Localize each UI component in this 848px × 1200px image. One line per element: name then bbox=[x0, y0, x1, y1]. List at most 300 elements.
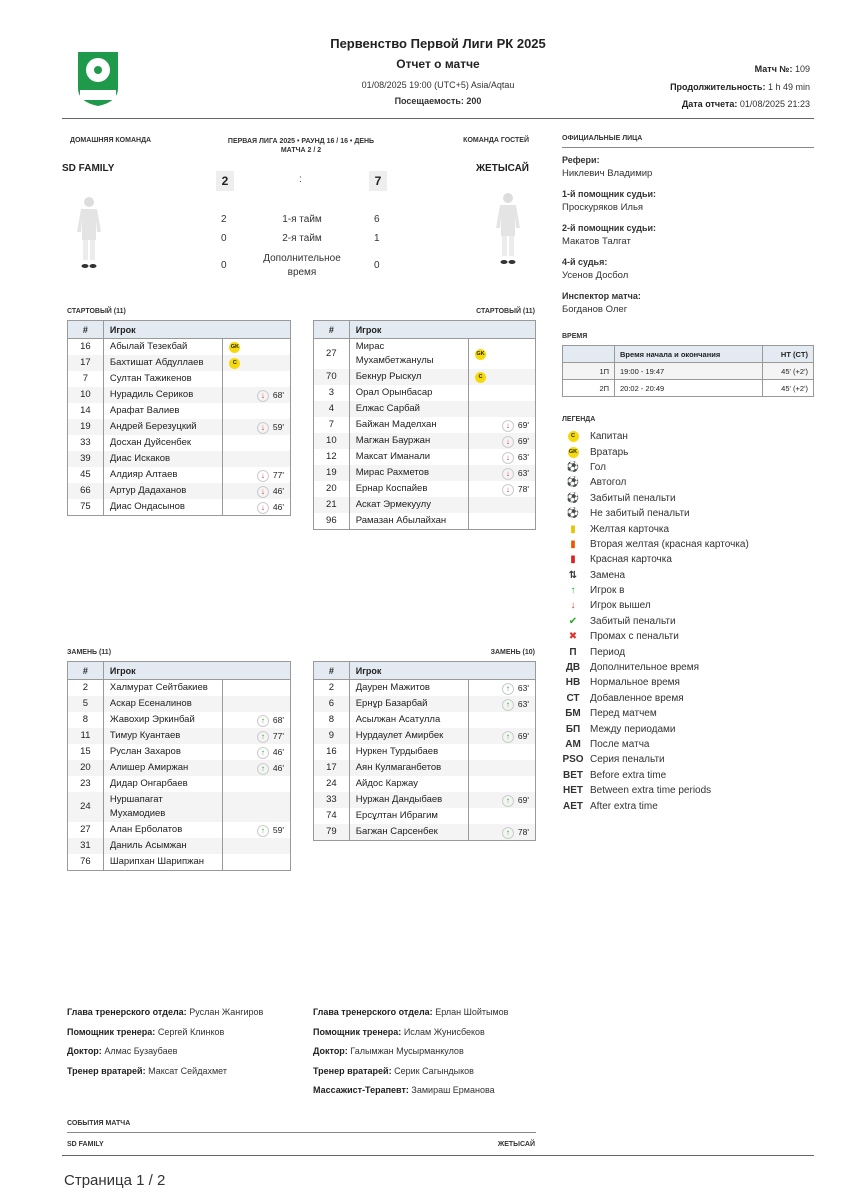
table-row bbox=[68, 419, 291, 435]
table-row bbox=[314, 776, 536, 792]
staff-name: Руслан Жангиров bbox=[189, 1007, 264, 1017]
legend-label: Замена bbox=[590, 569, 626, 581]
col-player-header: Игрок bbox=[349, 662, 535, 680]
legend-label: Перед матчем bbox=[590, 708, 657, 720]
player-name: Досхан Дуйсенбек bbox=[103, 435, 222, 451]
player-event bbox=[468, 744, 535, 760]
player-name: Магжан Бауржан bbox=[349, 433, 468, 449]
player-name: Арафат Валиев bbox=[103, 403, 222, 419]
legend-item bbox=[562, 521, 814, 536]
event-minute: 63' bbox=[517, 699, 529, 709]
home-starting-table bbox=[67, 320, 291, 516]
report-date bbox=[682, 99, 810, 109]
shootout-icon: PSO bbox=[562, 754, 584, 766]
sub-in-icon: ↑ bbox=[257, 747, 269, 759]
away-staff bbox=[313, 1007, 553, 1105]
away-team-name: ЖЕТЫСАЙ bbox=[476, 163, 529, 174]
report-title: Первенство Первой Лиги РК 2025 bbox=[330, 36, 546, 51]
official-role: 2-й помощник судьи: bbox=[562, 223, 657, 233]
sub-out-icon: ↓ bbox=[502, 452, 514, 464]
away-starting-label: СТАРТОВЫЙ (11) bbox=[476, 308, 535, 315]
table-row bbox=[314, 760, 536, 776]
legend-label: Добавленное время bbox=[590, 692, 684, 704]
staff-role: Помощник тренера: bbox=[313, 1026, 402, 1037]
table-row bbox=[68, 854, 291, 871]
player-event bbox=[223, 760, 291, 776]
player-name: Тимур Куантаев bbox=[103, 728, 222, 744]
table-row bbox=[314, 385, 536, 401]
legend-label: Забитый пенальти bbox=[590, 615, 676, 627]
official-name: Макатов Талгат bbox=[562, 236, 631, 247]
captain-badge: C bbox=[229, 358, 240, 369]
player-event bbox=[468, 433, 535, 449]
legend-item bbox=[562, 691, 814, 706]
table-row bbox=[68, 339, 291, 356]
player-number: 15 bbox=[68, 744, 104, 760]
event-minute: 69' bbox=[517, 795, 529, 805]
player-number: 6 bbox=[314, 696, 350, 712]
table-row bbox=[314, 497, 536, 513]
player-name: Мирас Мухамбетжанулы bbox=[349, 339, 468, 370]
legend-label: Гол bbox=[590, 461, 606, 473]
time-range: 20:02 - 20:49 bbox=[615, 380, 763, 397]
home-subs-table bbox=[67, 661, 291, 871]
player-name: Ерсұлтан Ибрагим bbox=[349, 808, 468, 824]
player-event bbox=[468, 369, 535, 385]
player-event bbox=[468, 728, 535, 744]
col-num-header: # bbox=[314, 321, 350, 339]
away-starting-table bbox=[313, 320, 536, 530]
player-event bbox=[468, 760, 535, 776]
player-in-icon: ↑ bbox=[570, 585, 576, 597]
player-name: Даурен Мажитов bbox=[349, 680, 468, 697]
player-event bbox=[223, 483, 291, 499]
officials-divider bbox=[562, 147, 814, 148]
player-name: Ернар Коспайев bbox=[349, 481, 468, 497]
legend-label: Забитый пенальти bbox=[590, 492, 676, 504]
added-time-icon: СТ bbox=[566, 692, 580, 704]
player-name: Айдос Каржау bbox=[349, 776, 468, 792]
table-row bbox=[314, 744, 536, 760]
staff-row bbox=[313, 1085, 553, 1105]
match-number-label: Матч №: bbox=[754, 64, 793, 74]
time-col-range: Время начала и окончания bbox=[615, 346, 763, 363]
event-minute: 59' bbox=[272, 422, 284, 432]
player-event bbox=[223, 822, 291, 838]
events-title: СОБЫТИЯ МАТЧА bbox=[67, 1120, 131, 1127]
legend-item bbox=[562, 598, 814, 613]
et-home: 0 bbox=[221, 260, 227, 271]
legend-label: Капитан bbox=[590, 431, 628, 443]
player-name: Елжас Сарбай bbox=[349, 401, 468, 417]
second-yellow-icon: ▮ bbox=[570, 538, 576, 550]
staff-row bbox=[67, 1046, 307, 1066]
table-row bbox=[68, 822, 291, 838]
player-event bbox=[223, 339, 291, 356]
player-event bbox=[223, 499, 291, 516]
penalty-check-icon: ✔ bbox=[568, 615, 578, 627]
player-event bbox=[468, 513, 535, 530]
staff-role: Глава тренерского отдела: bbox=[67, 1007, 187, 1017]
table-row bbox=[68, 728, 291, 744]
player-name: Аскар Есеналинов bbox=[103, 696, 222, 712]
legend-item bbox=[562, 552, 814, 567]
staff-row bbox=[67, 1007, 307, 1027]
table-row bbox=[68, 680, 291, 697]
official-name: Никлевич Владимир bbox=[562, 168, 653, 179]
legend-item bbox=[562, 798, 814, 813]
sub-out-icon: ↓ bbox=[502, 436, 514, 448]
player-name: Шарипхан Шарипжан bbox=[103, 854, 222, 871]
player-name: Нурадиль Сериков bbox=[103, 387, 222, 403]
player-name: Руслан Захаров bbox=[103, 744, 222, 760]
after-match-icon: АМ bbox=[565, 739, 581, 750]
home-score: 2 bbox=[216, 171, 234, 191]
player-number: 20 bbox=[68, 760, 104, 776]
player-event bbox=[223, 776, 291, 792]
player-number: 27 bbox=[68, 822, 104, 838]
legend-item bbox=[562, 583, 814, 598]
legend-label: Желтая карточка bbox=[590, 523, 670, 535]
own-goal-icon: ⚽ bbox=[566, 477, 580, 489]
time-ht: 45' (+2') bbox=[763, 380, 814, 397]
p2-home: 0 bbox=[221, 233, 227, 244]
table-row bbox=[68, 387, 291, 403]
event-minute: 63' bbox=[517, 452, 529, 462]
home-team-name: SD FAMILY bbox=[62, 163, 115, 174]
table-row bbox=[314, 339, 536, 370]
between-periods-icon: БП bbox=[565, 723, 581, 735]
table-row bbox=[68, 467, 291, 483]
sub-out-icon: ↓ bbox=[257, 486, 269, 498]
player-number: 19 bbox=[314, 465, 350, 481]
time-period: 2П bbox=[563, 380, 615, 397]
player-name: Ернұр Базарбай bbox=[349, 696, 468, 712]
p2-label: 2-я тайм bbox=[282, 233, 322, 244]
player-event bbox=[223, 680, 291, 697]
official-name: Богданов Олег bbox=[562, 304, 628, 315]
legend-label: Нормальное время bbox=[590, 677, 680, 689]
player-number: 7 bbox=[314, 417, 350, 433]
table-row bbox=[68, 760, 291, 776]
normal-time-icon: НВ bbox=[565, 677, 581, 689]
sub-in-icon: ↑ bbox=[257, 715, 269, 727]
legend-item bbox=[562, 568, 814, 583]
event-minute: 68' bbox=[272, 390, 284, 400]
player-number: 16 bbox=[68, 339, 104, 356]
report-date-label: Дата отчета: bbox=[681, 99, 738, 109]
player-event bbox=[223, 435, 291, 451]
player-number: 16 bbox=[314, 744, 350, 760]
legend-label: Красная карточка bbox=[590, 554, 672, 566]
event-minute: 69' bbox=[517, 731, 529, 741]
legend-list bbox=[562, 429, 814, 814]
player-number: 17 bbox=[314, 760, 350, 776]
player-name: Дидар Онгарбаев bbox=[103, 776, 222, 792]
table-row bbox=[68, 712, 291, 728]
player-number: 96 bbox=[314, 513, 350, 530]
staff-row bbox=[313, 1046, 553, 1066]
legend-title: ЛЕГЕНДА bbox=[562, 416, 596, 423]
player-number: 9 bbox=[314, 728, 350, 744]
player-number: 8 bbox=[68, 712, 104, 728]
player-name: Асылжан Асатулла bbox=[349, 712, 468, 728]
legend-item bbox=[562, 506, 814, 521]
bet-icon: BET bbox=[563, 769, 583, 781]
time-period: 1П bbox=[563, 363, 615, 380]
header-divider bbox=[62, 118, 814, 119]
staff-row bbox=[313, 1066, 553, 1086]
penalty-missed-icon: ⚽ bbox=[566, 508, 580, 520]
sub-out-icon: ↓ bbox=[257, 470, 269, 482]
table-row bbox=[314, 433, 536, 449]
event-minute: 59' bbox=[272, 825, 284, 835]
home-kit-icon bbox=[74, 196, 104, 270]
event-minute: 77' bbox=[272, 731, 284, 741]
player-event bbox=[468, 385, 535, 401]
table-row bbox=[314, 728, 536, 744]
table-row bbox=[314, 401, 536, 417]
player-name: Халмурат Сейтбакиев bbox=[103, 680, 222, 697]
sub-out-icon: ↓ bbox=[257, 422, 269, 434]
staff-role: Тренер вратарей: bbox=[67, 1065, 146, 1076]
player-event bbox=[223, 838, 291, 854]
legend-label: После матча bbox=[590, 739, 650, 750]
player-name: Байжан Маделхан bbox=[349, 417, 468, 433]
player-name: Алишер Амиржан bbox=[103, 760, 222, 776]
player-number: 10 bbox=[314, 433, 350, 449]
player-name: Бахтишат Абдуллаев bbox=[103, 355, 222, 371]
sub-in-icon: ↑ bbox=[502, 731, 514, 743]
legend-label: Автогол bbox=[590, 477, 627, 489]
legend-label: Не забитый пенальти bbox=[590, 508, 690, 520]
table-row bbox=[314, 808, 536, 824]
time-col-ht: HT (CT) bbox=[763, 346, 814, 363]
events-divider bbox=[67, 1132, 536, 1133]
player-name: Султан Тажикенов bbox=[103, 371, 222, 387]
player-number: 19 bbox=[68, 419, 104, 435]
player-event bbox=[223, 728, 291, 744]
staff-name: Ерлан Шойтымов bbox=[435, 1007, 509, 1017]
report-date-value: 01/08/2025 21:23 bbox=[739, 99, 810, 109]
event-minute: 69' bbox=[517, 436, 529, 446]
col-player-header: Игрок bbox=[103, 662, 290, 680]
player-name: Нуржан Дандыбаев bbox=[349, 792, 468, 808]
player-event bbox=[468, 776, 535, 792]
col-player-header: Игрок bbox=[103, 321, 290, 339]
player-event bbox=[223, 854, 291, 871]
event-minute: 78' bbox=[517, 827, 529, 837]
player-event bbox=[468, 808, 535, 824]
table-row bbox=[314, 369, 536, 385]
player-name: Аян Кулмаганбетов bbox=[349, 760, 468, 776]
legend-item bbox=[562, 475, 814, 490]
staff-row bbox=[313, 1027, 553, 1047]
table-row bbox=[68, 696, 291, 712]
player-number: 23 bbox=[68, 776, 104, 792]
player-number: 5 bbox=[68, 696, 104, 712]
legend-item bbox=[562, 783, 814, 798]
pre-match-icon: БМ bbox=[565, 708, 581, 720]
goalkeeper-badge: GK bbox=[229, 342, 240, 353]
player-number: 11 bbox=[68, 728, 104, 744]
legend-item bbox=[562, 737, 814, 752]
player-number: 76 bbox=[68, 854, 104, 871]
player-number: 8 bbox=[314, 712, 350, 728]
event-minute: 69' bbox=[517, 420, 529, 430]
sub-in-icon: ↑ bbox=[257, 731, 269, 743]
player-number: 20 bbox=[314, 481, 350, 497]
table-row bbox=[68, 371, 291, 387]
staff-role: Тренер вратарей: bbox=[313, 1065, 392, 1076]
match-duration bbox=[670, 82, 810, 92]
page-number: Страница 1 / 2 bbox=[64, 1172, 166, 1189]
player-name: Нуркен Турдыбаев bbox=[349, 744, 468, 760]
home-staff bbox=[67, 1007, 307, 1085]
player-name: Диас Искаков bbox=[103, 451, 222, 467]
legend-label: Вратарь bbox=[590, 446, 629, 458]
player-number: 24 bbox=[314, 776, 350, 792]
player-number: 3 bbox=[314, 385, 350, 401]
time-range: 19:00 - 19:47 bbox=[615, 363, 763, 380]
away-team-label: КОМАНДА ГОСТЕЙ bbox=[463, 137, 529, 144]
het-icon: HET bbox=[563, 785, 583, 797]
player-name: Абылай Тезекбай bbox=[103, 339, 222, 356]
staff-name: Алмас Бузаубаев bbox=[104, 1046, 178, 1057]
round-info: ПЕРВАЯ ЛИГА 2025 • РАУНД 16 / 16 • ДЕНЬ МАТЧА 2 / 2 bbox=[227, 138, 375, 154]
player-event bbox=[223, 696, 291, 712]
player-number: 2 bbox=[314, 680, 350, 697]
player-event bbox=[468, 696, 535, 712]
player-name: Мирас Рахметов bbox=[349, 465, 468, 481]
player-event bbox=[223, 355, 291, 371]
event-minute: 46' bbox=[272, 502, 284, 512]
events-bottom-divider bbox=[62, 1155, 814, 1156]
player-number: 24 bbox=[68, 792, 104, 822]
player-name: Орал Орынбасар bbox=[349, 385, 468, 401]
legend-item bbox=[562, 706, 814, 721]
official-name: Усенов Досбол bbox=[562, 270, 629, 281]
staff-name: Сергей Клинков bbox=[157, 1026, 225, 1037]
staff-name: Ислам Жунисбеков bbox=[403, 1026, 485, 1037]
legend-label: Игрок вышел bbox=[590, 600, 651, 612]
table-row bbox=[68, 499, 291, 516]
legend-label: After extra time bbox=[590, 800, 658, 812]
legend-label: Дополнительное время bbox=[590, 662, 700, 674]
player-name: Артур Дадаханов bbox=[103, 483, 222, 499]
player-event bbox=[468, 449, 535, 465]
player-name: Багжан Сарсенбек bbox=[349, 824, 468, 841]
player-event bbox=[223, 419, 291, 435]
legend-item bbox=[562, 629, 814, 644]
player-number: 66 bbox=[68, 483, 104, 499]
aet-icon: AET bbox=[563, 800, 583, 812]
officials-title: ОФИЦИАЛЬНЫЕ ЛИЦА bbox=[562, 135, 643, 142]
events-away-team: ЖЕТЫСАЙ bbox=[497, 1141, 535, 1148]
player-number: 75 bbox=[68, 499, 104, 516]
away-score: 7 bbox=[369, 171, 387, 191]
legend-item bbox=[562, 675, 814, 690]
player-name: Максат Иманали bbox=[349, 449, 468, 465]
player-event bbox=[468, 417, 535, 433]
time-col-period bbox=[563, 346, 615, 363]
away-subs-table bbox=[313, 661, 536, 841]
table-row bbox=[68, 483, 291, 499]
staff-row bbox=[67, 1027, 307, 1047]
table-row bbox=[314, 481, 536, 497]
table-row bbox=[68, 355, 291, 371]
time-ht: 45' (+2') bbox=[763, 363, 814, 380]
player-event bbox=[468, 680, 535, 697]
official-name: Проскуряков Илья bbox=[562, 202, 644, 213]
staff-name: Галымжан Мусырманкулов bbox=[350, 1046, 464, 1057]
event-minute: 46' bbox=[272, 747, 284, 757]
player-name: Диас Ондасынов bbox=[103, 499, 222, 516]
staff-name: Серик Сагындыков bbox=[394, 1065, 474, 1076]
legend-label: Between extra time periods bbox=[590, 785, 712, 797]
p1-away: 6 bbox=[374, 214, 380, 225]
home-team-label: ДОМАШНЯЯ КОМАНДА bbox=[70, 137, 152, 144]
goalkeeper-icon-wrap bbox=[562, 447, 584, 458]
table-row bbox=[314, 465, 536, 481]
events-home-team: SD FAMILY bbox=[67, 1141, 104, 1148]
table-row bbox=[68, 776, 291, 792]
period-icon: П bbox=[569, 646, 577, 658]
player-number: 70 bbox=[314, 369, 350, 385]
match-number-value: 109 bbox=[794, 64, 810, 74]
table-row bbox=[314, 696, 536, 712]
p1-label: 1-я тайм bbox=[282, 214, 322, 225]
sub-out-icon: ↓ bbox=[502, 420, 514, 432]
legend-label: Промах с пенальти bbox=[590, 631, 679, 643]
player-name: Даниль Асымжан bbox=[103, 838, 222, 854]
legend-item bbox=[562, 721, 814, 736]
penalty-scored-icon: ⚽ bbox=[566, 492, 580, 504]
legend-item bbox=[562, 460, 814, 475]
staff-row bbox=[313, 1007, 553, 1027]
captain-icon-wrap bbox=[562, 431, 584, 442]
player-event bbox=[468, 712, 535, 728]
player-number: 12 bbox=[314, 449, 350, 465]
player-event bbox=[223, 744, 291, 760]
table-row bbox=[314, 680, 536, 697]
player-number: 7 bbox=[68, 371, 104, 387]
officials-list bbox=[562, 155, 814, 315]
event-minute: 63' bbox=[517, 468, 529, 478]
player-number: 2 bbox=[68, 680, 104, 697]
player-number: 45 bbox=[68, 467, 104, 483]
penalty-miss-icon: ✖ bbox=[568, 631, 578, 643]
player-name: Нурдаулет Амирбек bbox=[349, 728, 468, 744]
table-row bbox=[314, 513, 536, 530]
sub-in-icon: ↑ bbox=[257, 763, 269, 775]
player-name: Бекнур Рыскул bbox=[349, 369, 468, 385]
player-name: Алан Ерболатов bbox=[103, 822, 222, 838]
staff-role: Помощник тренера: bbox=[67, 1026, 156, 1037]
event-minute: 46' bbox=[272, 486, 284, 496]
legend-item bbox=[562, 537, 814, 552]
official-role: 4-й судья: bbox=[562, 257, 608, 267]
player-number: 74 bbox=[314, 808, 350, 824]
legend-item bbox=[562, 429, 814, 444]
player-event bbox=[223, 403, 291, 419]
player-name: Аскат Эрмекуулу bbox=[349, 497, 468, 513]
table-row bbox=[68, 744, 291, 760]
captain-icon: C bbox=[568, 431, 579, 442]
col-player-header: Игрок bbox=[349, 321, 535, 339]
staff-row bbox=[67, 1066, 307, 1086]
legend-label: Игрок в bbox=[590, 585, 625, 597]
